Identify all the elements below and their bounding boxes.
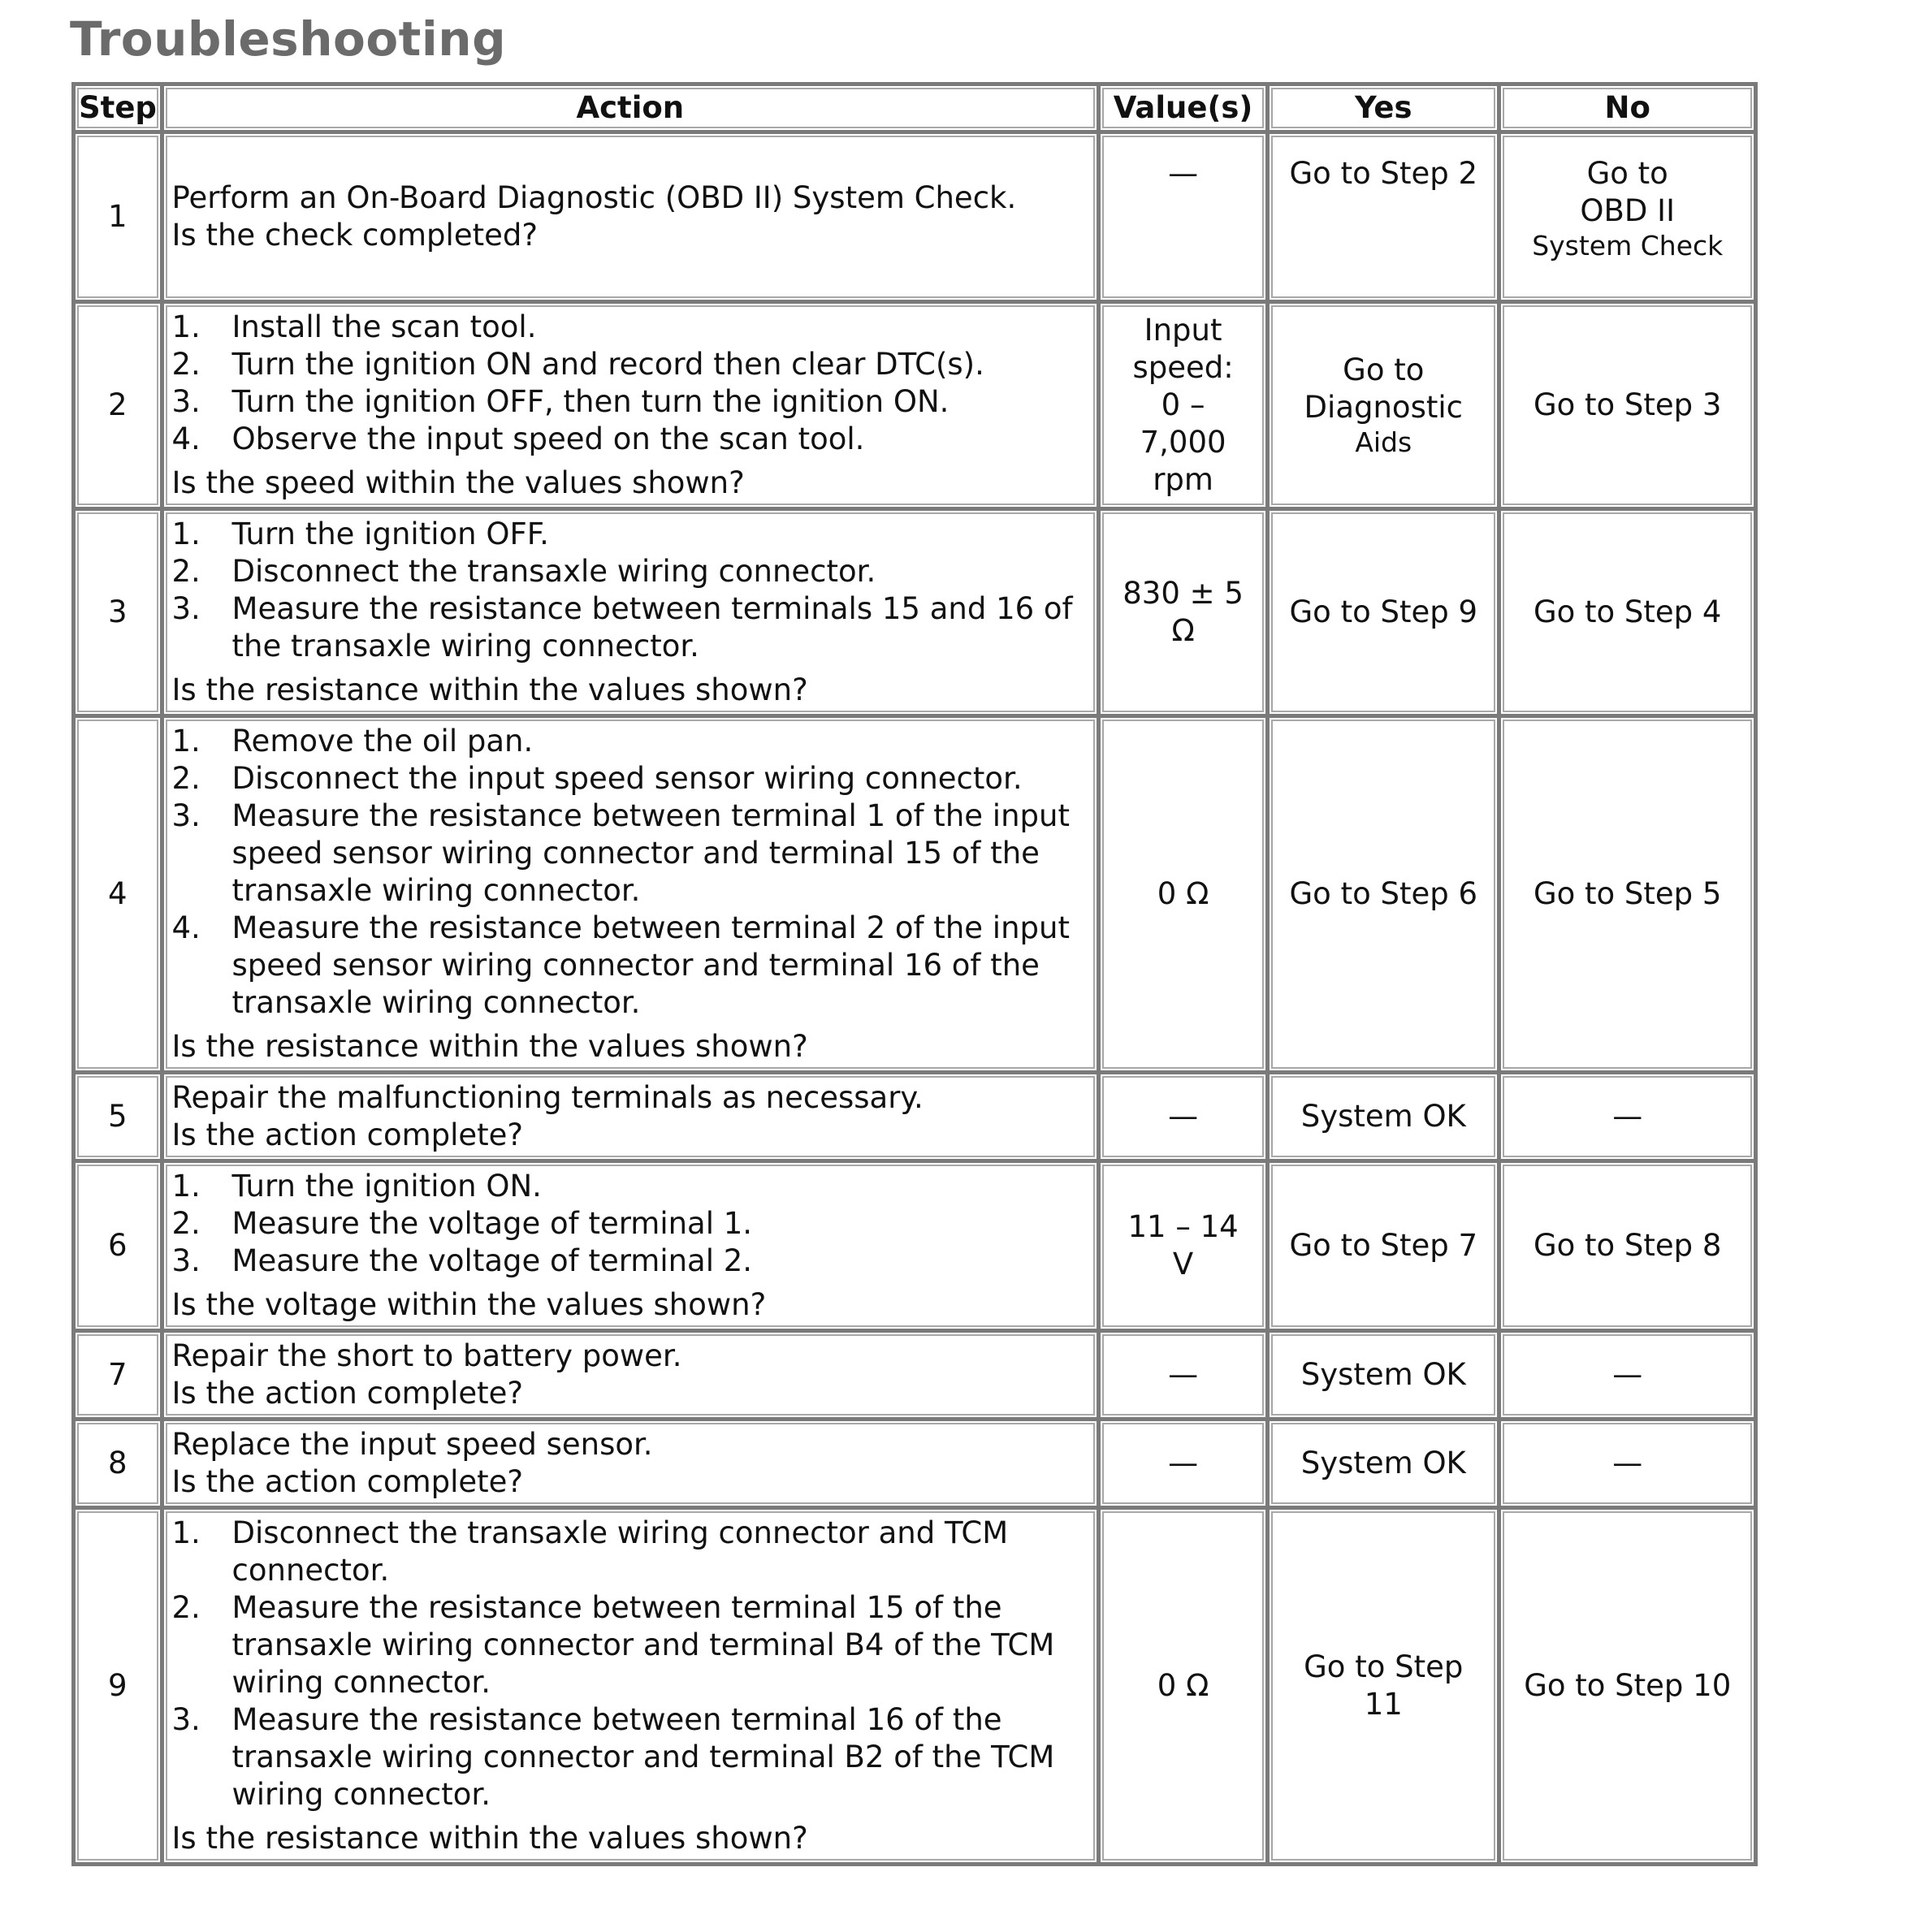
table-row	[76, 134, 1758, 304]
no-cell: —	[1501, 1421, 1758, 1510]
action-step	[172, 421, 1089, 458]
action-step-number: 1.	[171, 1169, 201, 1204]
action-question: Is the action complete?	[171, 1464, 524, 1499]
yes-cell	[1270, 1510, 1501, 1866]
step-number: 7	[76, 1333, 164, 1421]
action-steps-list	[172, 1515, 1089, 1813]
action-step-number: 1.	[171, 1515, 201, 1550]
action-step-text: Measure the resistance between terminals 15 and 16 of the transaxle wiring connector.	[231, 591, 1073, 663]
action-step-text: Measure the resistance between terminal 1 of the input speed sensor wiring connector and terminal 15 of the transaxle wiring connector.	[231, 798, 1070, 908]
cell-line: 0 –	[1161, 387, 1205, 422]
cell-line: Diagnostic	[1304, 390, 1463, 425]
header-values: Value(s)	[1101, 86, 1270, 134]
action-cell	[164, 511, 1101, 718]
action-step	[172, 1205, 1089, 1243]
yes-cell: System OK	[1270, 1421, 1501, 1510]
action-cell	[164, 1510, 1101, 1866]
table-row	[76, 304, 1758, 511]
action-step-text: Turn the ignition ON.	[231, 1169, 542, 1204]
no-cell: Go to Step 3	[1501, 304, 1758, 511]
action-step-text: Turn the ignition OFF.	[231, 516, 549, 551]
step-number: 2	[76, 304, 164, 511]
action-step	[172, 383, 1089, 421]
action-question: Is the action complete?	[171, 1376, 524, 1411]
header-action: Action	[164, 86, 1101, 134]
action-question: Is the check completed?	[171, 218, 538, 253]
cell-line: speed:	[1132, 350, 1234, 385]
step-number: 3	[76, 511, 164, 718]
table-row	[76, 1074, 1758, 1163]
table-row	[76, 1510, 1758, 1866]
cell-line: Aids	[1355, 426, 1412, 458]
value-cell: —	[1101, 134, 1270, 304]
action-step-text: Measure the resistance between terminal 2 of the input speed sensor wiring connector and terminal 16 of the transaxle wiring connector.	[231, 910, 1070, 1020]
table-row	[76, 718, 1758, 1074]
action-step	[172, 723, 1089, 760]
action-intro: Replace the input speed sensor.	[171, 1427, 653, 1462]
action-step-text: Disconnect the input speed sensor wiring connector.	[231, 761, 1023, 796]
action-step-number: 2.	[171, 347, 201, 382]
action-step-text: Install the scan tool.	[231, 309, 537, 344]
action-steps-list	[172, 1168, 1089, 1280]
action-step	[172, 1243, 1089, 1280]
action-step-number: 3.	[171, 384, 201, 419]
value-cell: —	[1101, 1333, 1270, 1421]
no-cell: Go to Step 8	[1501, 1163, 1758, 1333]
action-step-text: Measure the voltage of terminal 1.	[231, 1206, 753, 1241]
yes-cell: Go to Step 9	[1270, 511, 1501, 718]
cell-line: System Check	[1532, 230, 1724, 261]
cell-line: Go to Step	[1304, 1649, 1464, 1684]
value-cell	[1101, 1163, 1270, 1333]
action-question: Is the voltage within the values shown?	[171, 1287, 767, 1322]
action-question: Is the speed within the values shown?	[171, 465, 745, 500]
action-step-number: 2.	[171, 1206, 201, 1241]
action-step	[172, 346, 1089, 383]
table-row	[76, 1421, 1758, 1510]
cell-line: 7,000	[1140, 425, 1226, 460]
action-question: Is the resistance within the values shown?	[171, 1029, 808, 1064]
value-cell	[1101, 511, 1270, 718]
action-step-text: Observe the input speed on the scan tool.	[231, 421, 865, 456]
value-cell: 0 Ω	[1101, 1510, 1270, 1866]
no-cell: Go to Step 10	[1501, 1510, 1758, 1866]
step-number: 4	[76, 718, 164, 1074]
value-cell: —	[1101, 1421, 1270, 1510]
action-step-text: Disconnect the transaxle wiring connector and TCM connector.	[231, 1515, 1009, 1588]
action-step	[172, 760, 1089, 797]
cell-line: 11 – 14	[1127, 1209, 1239, 1244]
cell-line: rpm	[1153, 462, 1213, 497]
cell-line: 830 ± 5	[1123, 576, 1244, 611]
action-step-number: 4.	[171, 421, 201, 456]
action-step-number: 2.	[171, 761, 201, 796]
cell-line: Go to	[1586, 156, 1668, 191]
no-cell: —	[1501, 1333, 1758, 1421]
header-yes: Yes	[1270, 86, 1501, 134]
action-intro: Repair the malfunctioning terminals as necessary.	[171, 1080, 924, 1115]
action-cell	[164, 304, 1101, 511]
step-number: 8	[76, 1421, 164, 1510]
no-cell: Go to Step 4	[1501, 511, 1758, 718]
table-row	[76, 1163, 1758, 1333]
action-cell	[164, 718, 1101, 1074]
page-title: Troubleshooting	[70, 11, 507, 67]
action-step-text: Remove the oil pan.	[231, 724, 534, 759]
step-number: 6	[76, 1163, 164, 1333]
action-step	[172, 797, 1089, 910]
yes-cell: Go to Step 6	[1270, 718, 1501, 1074]
table-header-row	[76, 86, 1758, 134]
action-step	[172, 590, 1089, 665]
yes-cell: System OK	[1270, 1074, 1501, 1163]
cell-line: Go to	[1343, 352, 1425, 387]
no-cell	[1501, 134, 1758, 304]
action-step-number: 3.	[171, 591, 201, 626]
action-cell	[164, 1333, 1101, 1421]
action-question: Is the action complete?	[171, 1117, 524, 1152]
yes-cell: System OK	[1270, 1333, 1501, 1421]
table-row	[76, 1333, 1758, 1421]
action-step-number: 1.	[171, 516, 201, 551]
action-step-text: Measure the voltage of terminal 2.	[231, 1243, 753, 1278]
yes-cell	[1270, 304, 1501, 511]
action-step-number: 2.	[171, 1590, 201, 1625]
yes-cell: Go to Step 2	[1270, 134, 1501, 304]
cell-line: V	[1172, 1247, 1194, 1282]
action-intro: Repair the short to battery power.	[171, 1338, 682, 1373]
yes-cell: Go to Step 7	[1270, 1163, 1501, 1333]
value-cell: —	[1101, 1074, 1270, 1163]
action-step-number: 1.	[171, 724, 201, 759]
action-steps-list	[172, 516, 1089, 665]
step-number: 1	[76, 134, 164, 304]
action-question: Is the resistance within the values shown?	[171, 1821, 808, 1856]
troubleshooting-table	[71, 82, 1758, 1866]
header-step: Step	[76, 86, 164, 134]
action-intro: Perform an On-Board Diagnostic (OBD II) System Check.	[171, 180, 1017, 215]
no-cell: —	[1501, 1074, 1758, 1163]
table-row	[76, 511, 1758, 718]
cell-line: Input	[1144, 313, 1222, 348]
action-step-text: Measure the resistance between terminal 15 of the transaxle wiring connector and terminal B4 of the TCM wiring connector.	[231, 1590, 1055, 1700]
action-step-number: 1.	[171, 309, 201, 344]
step-number: 9	[76, 1510, 164, 1866]
value-cell: 0 Ω	[1101, 718, 1270, 1074]
action-step-number: 2.	[171, 554, 201, 589]
action-question: Is the resistance within the values shown?	[171, 672, 808, 707]
action-step-text: Disconnect the transaxle wiring connector.	[231, 554, 876, 589]
header-no: No	[1501, 86, 1758, 134]
action-steps-list	[172, 723, 1089, 1022]
action-step	[172, 309, 1089, 346]
action-step	[172, 910, 1089, 1022]
action-step-number: 4.	[171, 910, 201, 945]
action-cell	[164, 1421, 1101, 1510]
action-step	[172, 1515, 1089, 1589]
table-body	[76, 134, 1758, 1866]
cell-line: 11	[1364, 1687, 1403, 1722]
action-step-text: Measure the resistance between terminal 16 of the transaxle wiring connector and terminal B2 of the TCM wiring connector.	[231, 1702, 1055, 1812]
action-cell	[164, 134, 1101, 304]
action-step-text: Turn the ignition OFF, then turn the ignition ON.	[231, 384, 950, 419]
cell-line: OBD II	[1580, 193, 1676, 228]
action-step-number: 3.	[171, 1702, 201, 1737]
action-step	[172, 516, 1089, 553]
action-step	[172, 553, 1089, 590]
action-cell	[164, 1163, 1101, 1333]
value-cell	[1101, 304, 1270, 511]
action-step	[172, 1168, 1089, 1205]
action-step-number: 3.	[171, 1243, 201, 1278]
action-step	[172, 1701, 1089, 1813]
action-step-number: 3.	[171, 798, 201, 833]
step-number: 5	[76, 1074, 164, 1163]
action-step	[172, 1589, 1089, 1701]
action-steps-list	[172, 309, 1089, 458]
no-cell: Go to Step 5	[1501, 718, 1758, 1074]
action-step-text: Turn the ignition ON and record then clear DTC(s).	[231, 347, 984, 382]
cell-line: Ω	[1171, 613, 1195, 648]
action-cell	[164, 1074, 1101, 1163]
